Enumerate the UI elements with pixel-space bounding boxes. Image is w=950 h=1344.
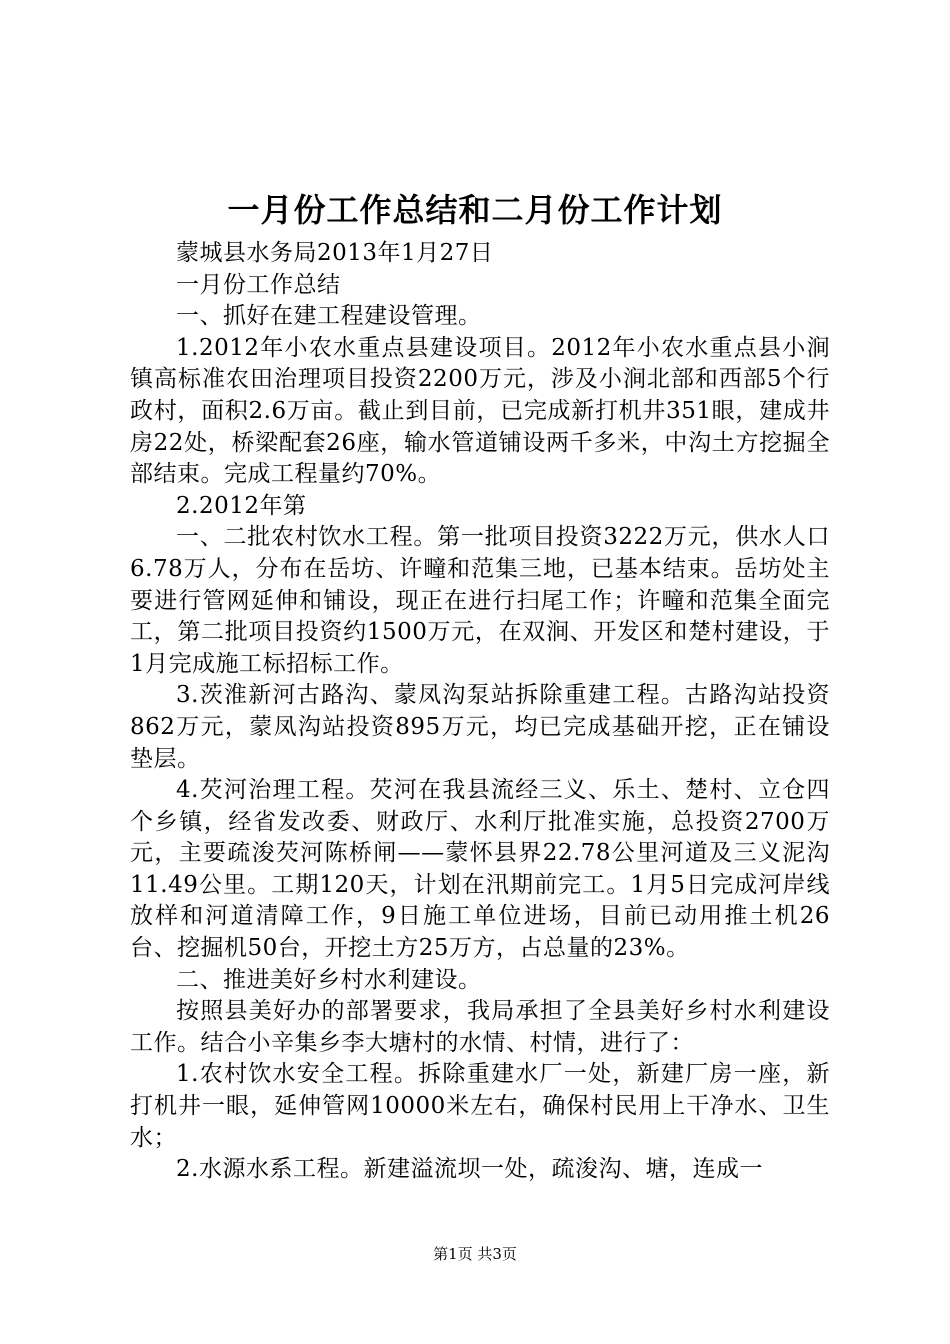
paragraph-item-1: 1.2012年小农水重点县建设项目。2012年小农水重点县小涧镇高标准农田治理项目投资2200万元，涉及小涧北部和西部5个行政村，面积2.6万亩。截止到目前，已完成新打机井351眼，建成井房22处，桥梁配套26座，输水管道铺设两千多米，中沟土方挖掘全部结束。完成工程量约70%。 xyxy=(130,334,830,488)
document-body xyxy=(130,238,830,1186)
paragraph-item-3: 3.茨淮新河古路沟、蒙凤沟泵站拆除重建工程。古路沟站投资862万元，蒙凤沟站投资895万元，均已完成基础开挖，正在铺设垫层。 xyxy=(130,682,830,772)
paragraph-author-date: 蒙城县水务局2013年1月27日 xyxy=(176,240,494,266)
paragraph-heading-2: 二、推进美好乡村水利建设。 xyxy=(176,966,482,993)
paragraph-heading-1: 一、抓好在建工程建设管理。 xyxy=(176,303,482,330)
paragraph-item-2-start: 2.2012年第 xyxy=(176,492,307,519)
document-title: 一月份工作总结和二月份工作计划 xyxy=(227,191,723,229)
paragraph-item-2-body: 一、二批农村饮水工程。第一批项目投资3222万元，供水人口6.78万人，分布在岳坊、许疃和范集三地，已基本结束。岳坊处主要进行管网延伸和铺设，现正在进行扫尾工作；许疃和范集全面完工，第二批项目投资约1500万元，在双涧、开发区和楚村建设，于1月完成施工标招标工作。 xyxy=(130,524,830,677)
page-footer: 第1页 共3页 xyxy=(433,1245,517,1263)
paragraph-sub-item-1: 1.农村饮水安全工程。拆除重建水厂一处，新建厂房一座，新打机井一眼，延伸管网10000米左右，确保村民用上干净水、卫生水； xyxy=(130,1061,830,1151)
paragraph-sub-item-2: 2.水源水系工程。新建溢流坝一处，疏浚沟、塘，连成一 xyxy=(176,1156,763,1183)
paragraph-intro-2: 按照县美好办的部署要求，我局承担了全县美好乡村水利建设工作。结合小辛集乡李大塘村的水情、村情，进行了： xyxy=(130,998,830,1056)
paragraph-item-4: 4.芡河治理工程。芡河在我县流经三义、乐土、楚村、立仓四个乡镇，经省发改委、财政厅、水利厅批准实施，总投资2700万元，主要疏浚芡河陈桥闸——蒙怀县界22.78公里河道及三义泥沟11.49公里。工期120天，计划在汛期前完工。1月5日完成河岸线放样和河道清障工作，9日施工单位进场，目前已动用推土机26台、挖掘机50台，开挖土方25万方，占总量的23%。 xyxy=(130,777,830,962)
paragraph-section-heading: 一月份工作总结 xyxy=(176,271,341,298)
